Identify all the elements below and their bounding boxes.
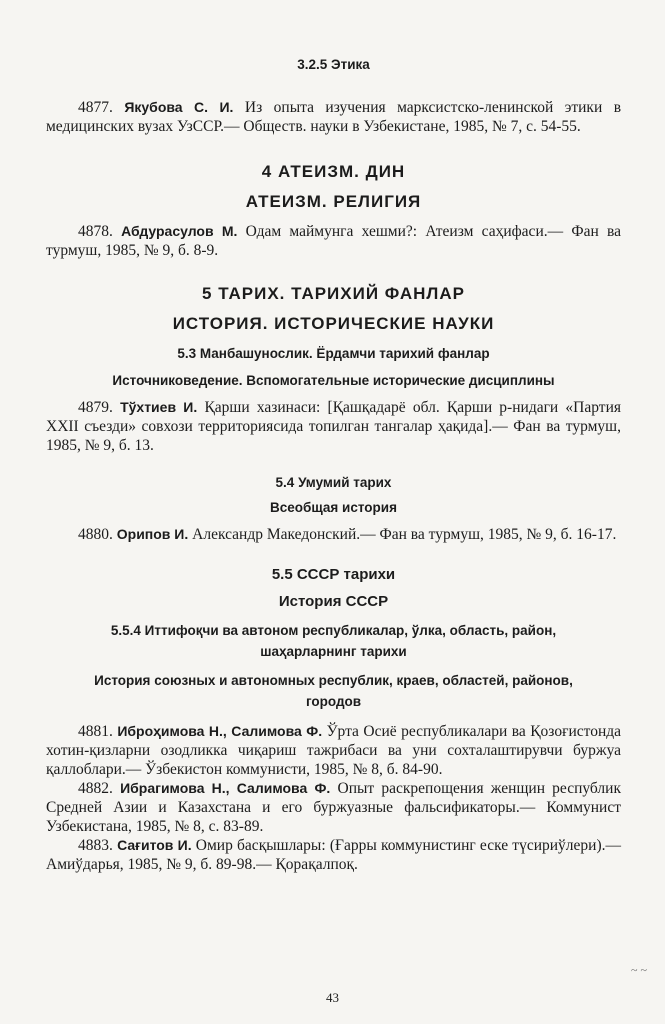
entry-4879 — [46, 398, 621, 455]
document-page — [46, 50, 621, 874]
section-heading-5-5-uz: 5.5 СССР тарихи — [271, 566, 396, 583]
entry-text: Александр Македонский.— Фан ва турмуш, 1985, № 9, б. 16-17. — [192, 526, 617, 543]
margin-mark: ~ ~ — [631, 963, 647, 977]
entry-4878 — [46, 222, 621, 260]
section-heading-5-4-uz: 5.4 Умумий тарих — [275, 475, 392, 490]
entry-author: Ибрагимова Н., Салимова Ф. — [120, 780, 331, 796]
entry-author: Якубова С. И. — [124, 99, 234, 115]
entry-4883 — [46, 836, 621, 874]
entry-text: Одам маймунга хешми?: Атеизм саҳифаси.— Фан ва турмуш, 1985, № 9, б. 8-9. — [46, 223, 621, 259]
section-heading-4-uz: 4 АТЕИЗМ. ДИН — [261, 162, 406, 181]
entry-number: 4882. — [78, 780, 113, 797]
entry-author: Тўхтиев И. — [120, 399, 198, 415]
entry-4877 — [46, 98, 621, 136]
entry-number: 4879. — [78, 399, 113, 416]
entry-number: 4880. — [78, 526, 113, 543]
entry-text: Опыт раскрепощения женщин республик Средней Азии и Казахстана и его буржуазные фальсификаторы.— Коммунист Узбекистана, 1985, № 8, с. 83-89. — [46, 780, 621, 835]
entry-author: Абдурасулов М. — [121, 223, 238, 239]
page-number: 43 — [326, 990, 339, 1005]
entry-number: 4881. — [78, 723, 113, 740]
entry-4881 — [46, 722, 621, 779]
entry-text: Из опыта изучения марксистско-ленинской этики в медицинских вузах УзССР.— Обществ. науки в Узбекистане, 1985, № 7, с. 54-55. — [46, 99, 622, 135]
entry-author: Сағитов И. — [117, 837, 192, 853]
section-heading-4-ru: АТЕИЗМ. РЕЛИГИЯ — [245, 192, 422, 211]
section-heading-5-3-ru: Источниковедение. Вспомогательные исторические дисциплины — [112, 373, 555, 388]
section-heading-3-2-5: 3.2.5 Этика — [297, 57, 370, 72]
entry-author: Орипов И. — [116, 526, 189, 542]
entry-number: 4877. — [78, 99, 113, 116]
entry-number: 4878. — [78, 223, 113, 240]
entry-number: 4883. — [78, 837, 113, 854]
entry-author: Иброҳимова Н., Салимова Ф. — [117, 723, 323, 739]
entry-text: Омир басқышлары: (Ғарры коммунистинг еске түсириўлери).— Амиўдарья, 1985, № 9, б. 89-98.— Қорақалпоқ. — [46, 837, 621, 873]
entry-text: Ўрта Осиё республикалари ва Қозоғистонда хотин-қизларни озодликка чиқариш тажрибаси ва уни сохталаштирувчи буржуа қаллоблари.— Ўзбекистон коммунисти, 1985, № 8, б. 84-90. — [46, 723, 621, 778]
section-heading-5-4-ru: Всеобщая история — [270, 500, 397, 515]
entry-text: Қарши хазинаси: [Қашқадарё обл. Қарши р-нидаги «Партия XXII съезди» совхози территориясида топилган тангалар ҳақида].— Фан ва турмуш, 1985, № 9, б. 13. — [46, 399, 621, 454]
section-heading-5-5-4-uz: 5.5.4 Иттифоқчи ва автоном республикалар, ўлка, область, район, шаҳарларнинг тарихи — [110, 623, 557, 659]
section-heading-5-ru: ИСТОРИЯ. ИСТОРИЧЕСКИЕ НАУКИ — [172, 314, 495, 333]
section-heading-5-3-uz: 5.3 Манбашунослик. Ёрдамчи тарихий фанлар — [177, 346, 490, 361]
entry-4880 — [46, 525, 621, 544]
section-heading-5-5-4-ru: История союзных и автономных республик, краев, областей, районов, городов — [94, 673, 573, 709]
section-heading-5-5-ru: История СССР — [278, 593, 389, 610]
section-heading-5-uz: 5 ТАРИХ. ТАРИХИЙ ФАНЛАР — [202, 284, 465, 303]
entry-4882 — [46, 779, 621, 836]
